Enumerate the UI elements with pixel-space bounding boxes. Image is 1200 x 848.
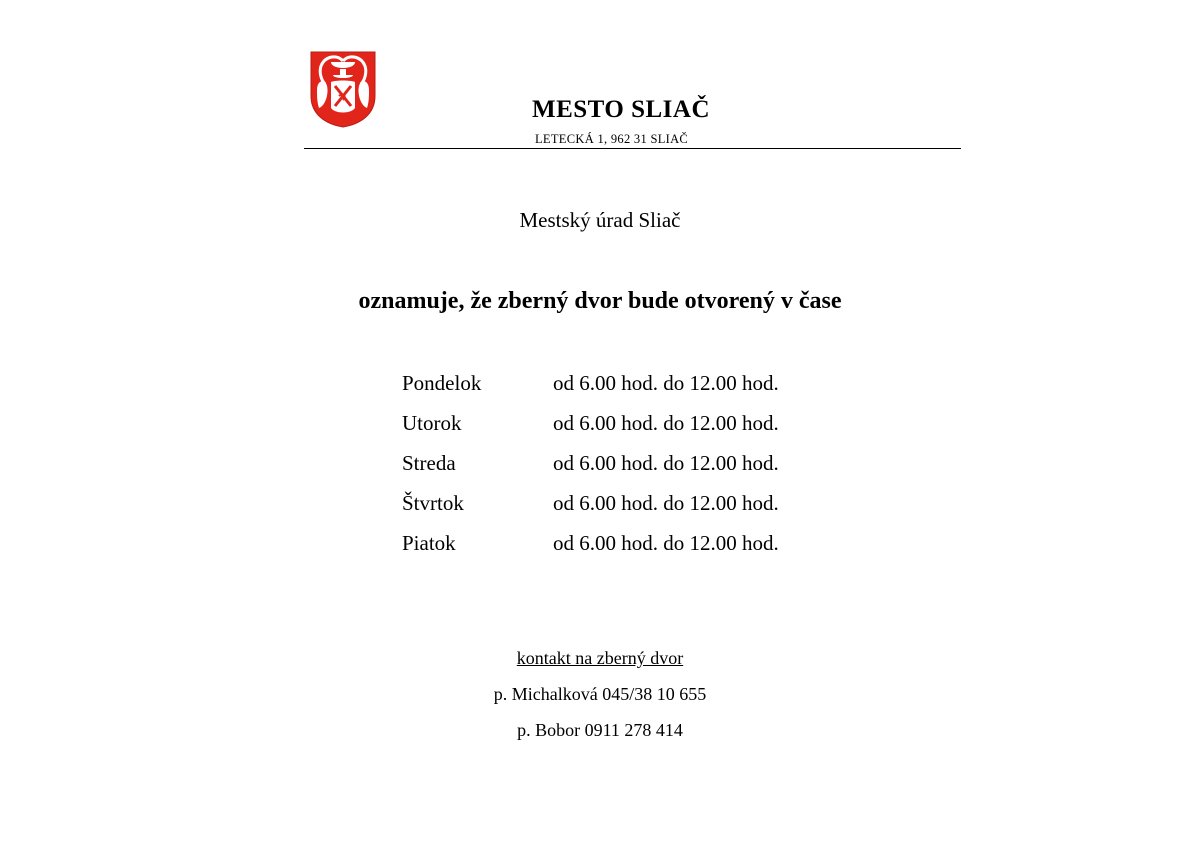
schedule-hours: od 6.00 hod. do 12.00 hod. bbox=[553, 411, 779, 435]
schedule-hours: od 6.00 hod. do 12.00 hod. bbox=[553, 531, 779, 555]
schedule-hours: od 6.00 hod. do 12.00 hod. bbox=[553, 451, 779, 475]
town-address: LETECKÁ 1, 962 31 SLIAČ bbox=[535, 132, 689, 146]
header-divider bbox=[304, 148, 961, 149]
contact-heading: kontakt na zberný dvor bbox=[516, 648, 684, 668]
schedule-day: Streda bbox=[402, 451, 456, 475]
announcement-heading: oznamuje, že zberný dvor bude otvorený v čase bbox=[358, 288, 842, 314]
town-name: MESTO SLIAČ bbox=[532, 96, 711, 123]
opening-hours-table bbox=[402, 368, 882, 568]
schedule-row bbox=[402, 448, 882, 488]
schedule-day: Pondelok bbox=[402, 371, 482, 395]
schedule-row bbox=[402, 408, 882, 448]
schedule-row bbox=[402, 368, 882, 408]
schedule-hours: od 6.00 hod. do 12.00 hod. bbox=[553, 491, 779, 515]
schedule-day: Utorok bbox=[402, 411, 462, 435]
office-name: Mestský úrad Sliač bbox=[519, 208, 681, 232]
contact-line: p. Bobor 0911 278 414 bbox=[517, 720, 683, 740]
schedule-row bbox=[402, 488, 882, 528]
schedule-day: Štvrtok bbox=[402, 491, 464, 515]
schedule-row bbox=[402, 528, 882, 568]
schedule-day: Piatok bbox=[402, 531, 456, 555]
schedule-hours: od 6.00 hod. do 12.00 hod. bbox=[553, 371, 779, 395]
coat-of-arms-icon bbox=[309, 50, 377, 128]
contact-line: p. Michalková 045/38 10 655 bbox=[493, 684, 707, 704]
